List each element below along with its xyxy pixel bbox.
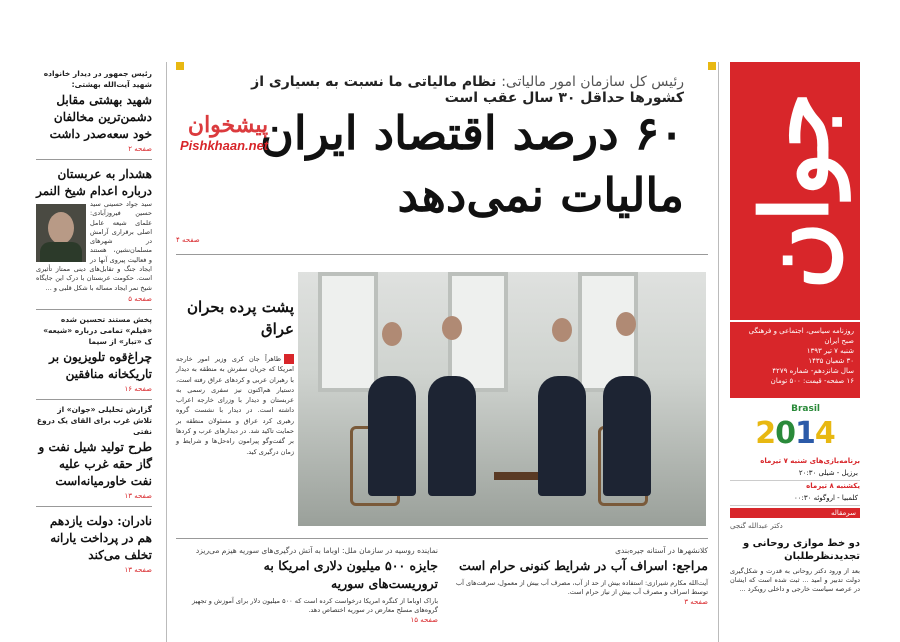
masthead-logo[interactable]: [730, 62, 860, 320]
left-story-title[interactable]: هشدار به عربستان درباره اعدام شیخ النمر: [36, 167, 152, 198]
bottom-story-kicker: کلانشهرها در آستانه جیره‌بندی: [615, 546, 708, 555]
left-story[interactable]: [36, 310, 152, 400]
left-story-ref[interactable]: صفحه ۱۳: [124, 491, 152, 500]
bottom-story-ref[interactable]: صفحه ۱۵: [410, 615, 438, 624]
side-story[interactable]: [176, 296, 294, 457]
main-page-ref[interactable]: صفحه ۴: [176, 236, 200, 244]
bottom-story-body: باراک اوباما از کنگره امریکا درخواست کرده است که ۵۰۰ میلیون دلار برای آموزش و تجهیز گروه‌های مسلح معارض در سوریه اختصاص دهد.: [192, 597, 438, 615]
story-marker-icon: [284, 354, 294, 364]
left-story-body: سید جواد حسینی سید حسین فیروزآبادی: علمای شیعه عامل اصلی برقراری آرامش در شهرهای مسلمان‌نشین، هستند و فعالیت پیروی آنها در ایجاد جنگ و تقابل‌های دینی ممتاز تأثیری است. حکومت عربستان با درک این جایگاه شیخ نمر ایجاد مساله با شکل قلبی و ...: [36, 200, 152, 292]
left-story[interactable]: [36, 64, 152, 160]
schedule-row: برزیل - شیلی ۲۰:۳۰: [730, 467, 860, 481]
left-story-ref[interactable]: صفحه ۱۶: [124, 384, 152, 393]
info-line: شنبه ۷ تیر ۱۳۹۳: [806, 347, 854, 355]
info-line: ۱۶ صفحه- قیمت: ۵۰۰ تومان: [770, 377, 854, 385]
masthead-info: [730, 322, 860, 398]
left-column: [36, 64, 152, 580]
kicker-text: نظام مالیاتی ما نسبت به بسیاری از کشورها حداقل ۳۰ سال عقب است: [251, 74, 684, 106]
editorial-body: بعد از ورود دکتر روحانی به قدرت و شکل‌گیری دولت تدبیر و امید ... ثبت شده است که ایشان در عرصه سیاست خارجی و داخلی رویکرد ...: [730, 567, 860, 593]
headline-line-2: مالیات نمی‌دهد: [397, 168, 684, 222]
editorial-column[interactable]: [730, 522, 860, 594]
left-story-title[interactable]: چراغ‌قوه تلویزیون بر تاریکخانه منافقین: [49, 349, 152, 381]
bottom-story[interactable]: [456, 546, 708, 606]
news-photo[interactable]: [298, 272, 706, 526]
left-story-ref[interactable]: صفحه ۵: [128, 294, 152, 303]
schedule-row: کلمبیا - اروگوئه ۰۰:۳۰: [730, 492, 860, 506]
left-story-title[interactable]: طرح تولید شیل نفت و گاز حقه غرب علیه نفت خاورمیانه‌است: [38, 439, 152, 488]
editorial-author: دکتر عبدالله گنجی: [730, 522, 783, 530]
column-divider: [166, 62, 167, 642]
left-story-kicker: گزارش تحلیلی «جوان» از تلاش غرب برای القای یک دروغ نفتی: [36, 404, 152, 436]
editorial-tag: سرمقاله: [730, 508, 860, 518]
info-line: سال شانزدهم- شماره ۴۲۷۹: [772, 367, 854, 375]
avatar: [36, 204, 86, 262]
left-story-kicker: رئیس جمهور در دیدار خانواده شهید آیت‌الله بهشتی:: [43, 69, 152, 89]
bottom-story-title[interactable]: جایزه ۵۰۰ میلیون دلاری امریکا به تروریست‌های سوریه: [263, 558, 438, 591]
corner-mark: [176, 62, 184, 70]
bottom-story-kicker: نماینده روسیه در سازمان ملل: اوباما به آتش درگیری‌های سوریه هیزم می‌ریزد: [195, 546, 438, 555]
bottom-story-title[interactable]: مراجع: اسراف آب در شرایط کنونی حرام است: [459, 558, 708, 573]
schedule-title-2: یکشنبه ۸ تیرماه: [806, 482, 860, 490]
left-story-ref[interactable]: صفحه ۲: [128, 145, 152, 153]
section-divider: [176, 254, 708, 255]
match-schedule: [730, 456, 860, 506]
kicker-label: رئیس کل سازمان امور مالیاتی:: [501, 74, 684, 90]
corner-mark: [708, 62, 716, 70]
left-story-kicker: پخش مستند تحسین شده «فیلم» تمامی درباره «شیعه» ک «تبار» از سیما: [43, 314, 152, 346]
editorial-title[interactable]: دو خط موازی روحانی و تجدیدنظرطلبان: [742, 538, 860, 562]
left-story[interactable]: [36, 507, 152, 580]
brasil-label: Brasil: [791, 404, 820, 414]
side-story-title[interactable]: پشت پرده بحران عراق: [186, 298, 294, 338]
left-story[interactable]: [36, 160, 152, 310]
info-line: روزنامه سیاسی، اجتماعی و فرهنگی صبح ایران: [748, 327, 854, 345]
column-divider: [718, 62, 719, 642]
bottom-story[interactable]: [192, 546, 438, 624]
bottom-story-body: آیت‌الله مکارم شیرازی: استفاده بیش از حد از آب، مصرف آب بیش از معمول، سرقت‌های آب توسط اسراف و مصرف آب بیش از نیاز حرام است.: [456, 579, 708, 597]
left-story[interactable]: [36, 400, 152, 507]
section-divider: [176, 538, 708, 539]
side-story-body: ظاهراً جان کری وزیر امور خارجه امریکا که جریان سفرش به منطقه به دیدار با رهبران عربی و کردهای عراق رفته است، دستیار هم‌اکنون نیز سفری رسمی به عربستان و دیدار با وزرای خارجه اعراب داشته است. در دیدار با نشست گروه رهبری کرد عراق و مسئولان منطقه بر حمایت تاکید شد. در دیدارهای عرب و کردها بر گفت‌وگو پیرامون راه‌حل‌ها و شرایط و زمان درگیری کید.: [176, 355, 294, 456]
brasil-year: 2014: [755, 415, 835, 451]
logo-text: جوان: [741, 92, 849, 290]
left-story-ref[interactable]: صفحه ۱۳: [124, 565, 152, 574]
info-line: ۳۰ شعبان ۱۴۳۵: [808, 357, 854, 365]
bottom-story-ref[interactable]: صفحه ۳: [684, 597, 708, 606]
left-story-title[interactable]: نادران: دولت یازدهم هم در پرداخت یارانه تخلف می‌کند: [49, 513, 152, 562]
left-story-title[interactable]: شهید بهشتی مقابل دشمن‌ترین مخالفان خود سعه‌صدر داشت: [49, 93, 152, 141]
watermark: پیشخوان Pishkhaan.net: [180, 112, 269, 153]
headline-line-1: ۶۰ درصد اقتصاد ایران: [260, 106, 684, 160]
schedule-title: برنامه‌بازی‌های شنبه ۷ تیرماه: [760, 457, 860, 465]
world-cup-logo: [730, 402, 860, 454]
